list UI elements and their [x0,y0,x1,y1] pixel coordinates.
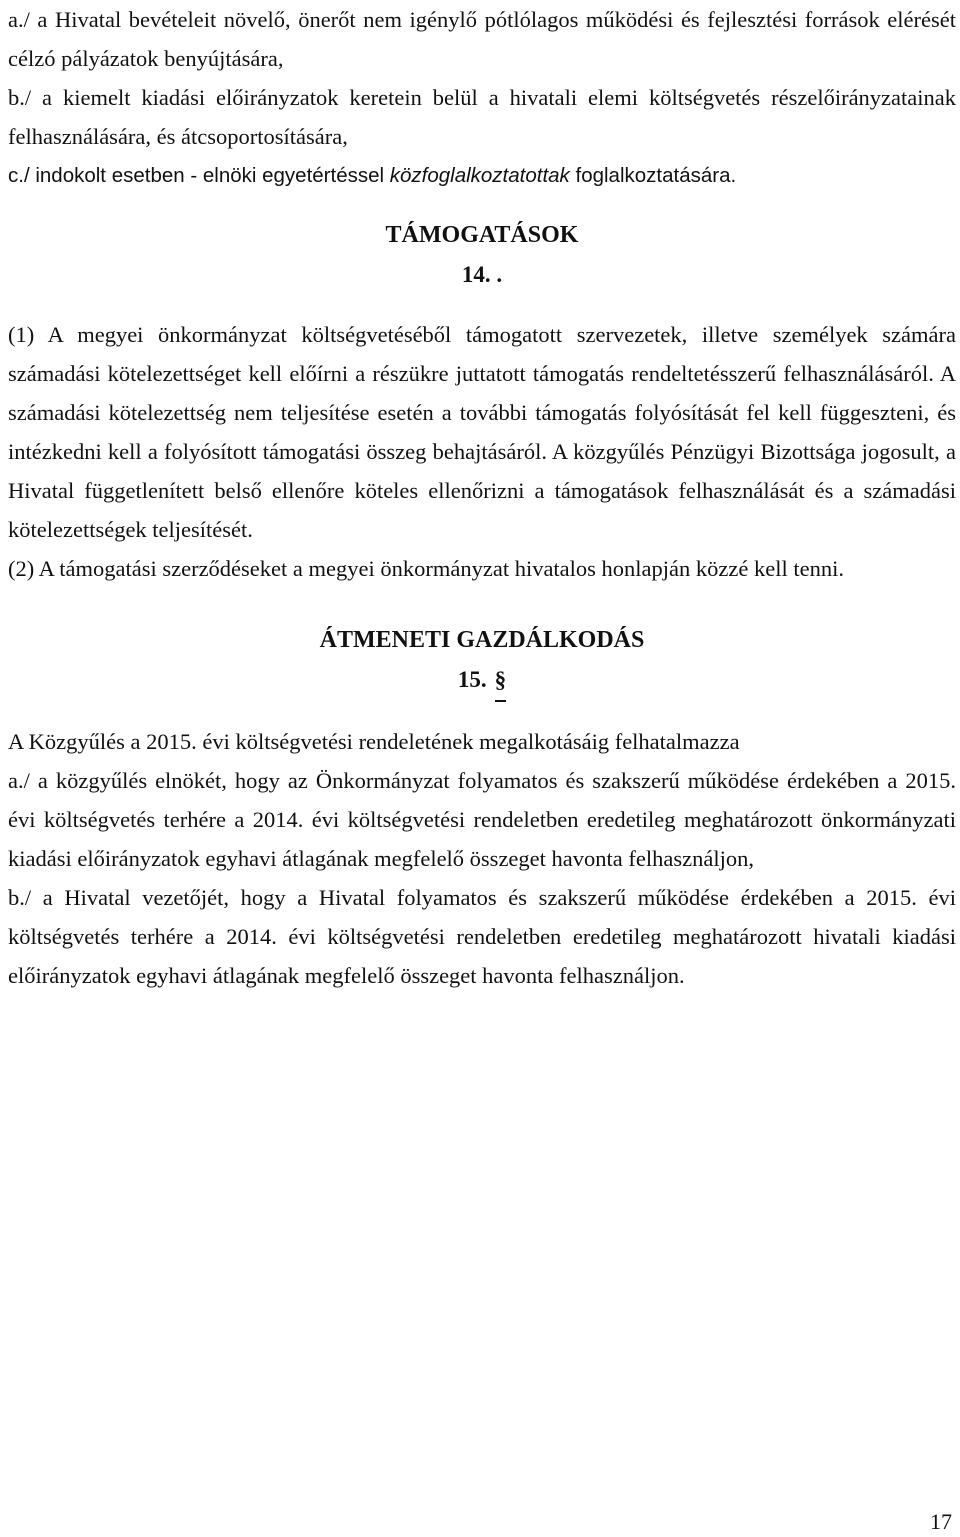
section-15-number-text: 15. [457,667,487,692]
intro-item-c-prefix: c./ indokolt esetben - elnöki egyetértéssel [8,164,390,187]
section-15-heading: ÁTMENETI GAZDÁLKODÁS [319,627,645,653]
intro-item-c [8,156,956,195]
document-page [8,0,956,995]
intro-item-a: a./ a Hivatal bevételeit növelő, önerőt nem igénylő pótlólagos működési és fejlesztési források elérését célzó pályázatok benyújtására, [8,7,956,71]
section-15-number [8,660,956,702]
intro-item-c-suffix: foglalkoztatására. [569,164,737,187]
page-number: 17 [930,1509,952,1534]
intro-item-c-italic: közfoglalkoztatottak [389,164,570,187]
section-15-intro: A Közgyűlés a 2015. évi költségvetési rendeletének megalkotásáig felhatalmazza [8,729,740,754]
section-14-paragraph-2: (2) A támogatási szerződéseket a megyei önkormányzat hivatalos honlapján közzé kell tenni. [8,556,844,581]
section-15-item-b: b./ a Hivatal vezetőjét, hogy a Hivatal folyamatos és szakszerű működése érdekében a 2015. évi költségvetés terhére a 2014. évi költségvetési rendeletben eredetileg meghatározott hivatali kiadási előirányzatok egyhavi átlagának megfelelő összeget havonta felhasználjon. [8,885,956,988]
section-sign-glyph: § [495,660,507,702]
section-14-heading: TÁMOGATÁSOK [385,222,579,248]
section-15-item-a: a./ a közgyűlés elnökét, hogy az Önkormányzat folyamatos és szakszerű működése érdekében a 2015. évi költségvetés terhére a 2014. évi költségvetési rendeletben eredetileg meghatározott önkormányzati kiadási előirányzatok egyhavi átlagának megfelelő összeget havonta felhasználjon, [8,768,956,871]
section-14-number: 14. . [461,262,503,287]
section-14-paragraph-1: (1) A megyei önkormányzat költségvetéséből támogatott szervezetek, illetve személyek számára számadási kötelezettséget kell előírni a részükre juttatott támogatás rendeltetésszerű felhasználásáról. A számadási kötelezettség nem teljesítése esetén a további támogatás folyósítását fel kell függeszteni, és intézkedni kell a folyósított támogatási összeg behajtásáról. A közgyűlés Pénzügyi Bizottsága jogosult, a Hivatal függetlenített belső ellenőre köteles ellenőrizni a támogatások felhasználását és a számadási kötelezettségek teljesítését. [8,322,956,542]
intro-item-b: b./ a kiemelt kiadási előirányzatok keretein belül a hivatali elemi költségvetés részelőirányzatainak felhasználására, és átcsoportosítására, [8,85,956,149]
